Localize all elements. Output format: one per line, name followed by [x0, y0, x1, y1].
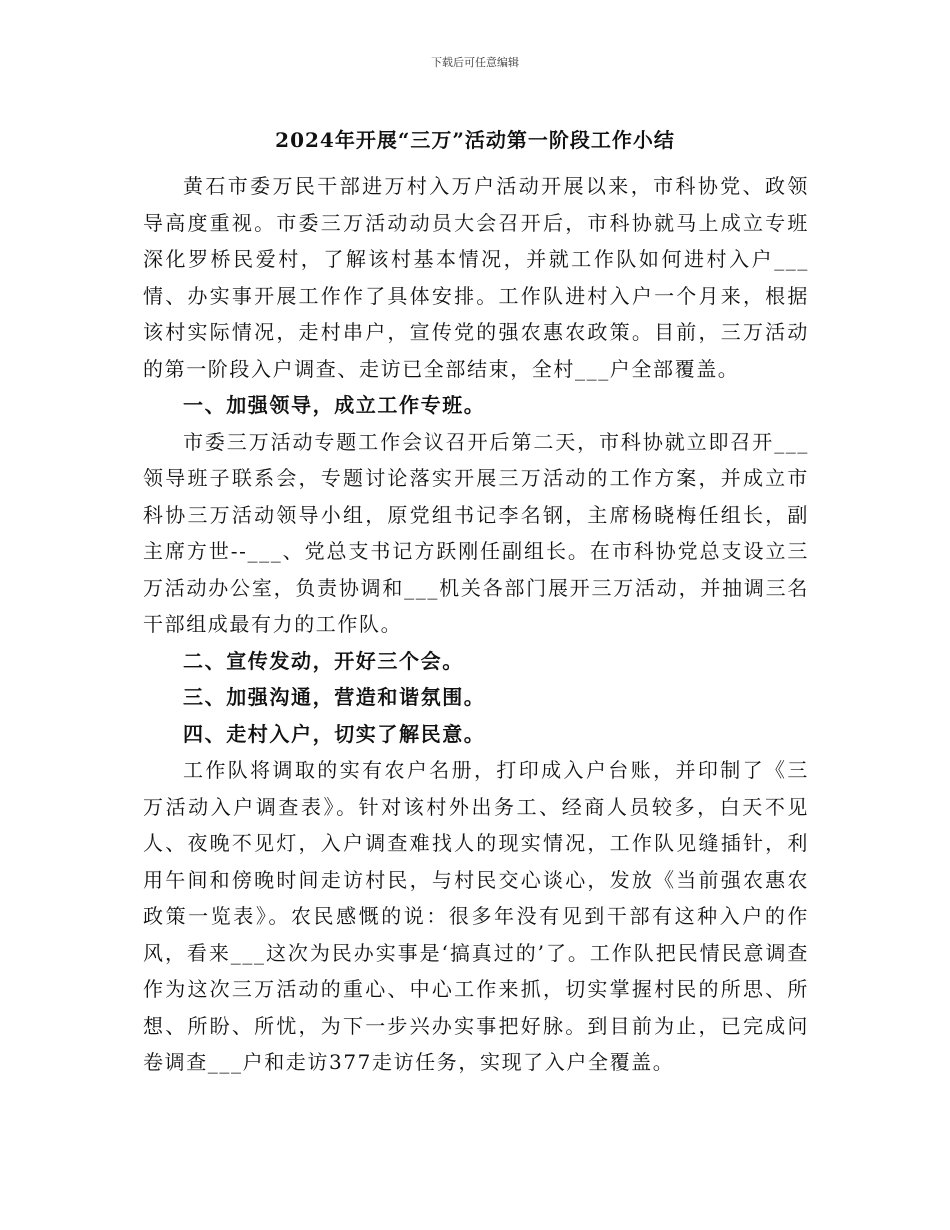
header-note: 下载后可任意编辑: [431, 56, 519, 69]
section-heading-2: 二、宣传发动，开好三个会。: [183, 648, 464, 673]
section-4-paragraph: 工作队将调取的实有农户名册，打印成入户台账，并印制了《三万活动入户调查表》。针对该村外出务工、经商人员较多，白天不见人、夜晚不见灯，入户调查难找人的现实情况，工作队见缝插针，利用午间和傍晚时间走访村民，与村民交心谈心，发放《当前强农惠农政策一览表》。农民感慨的说：很多年没有见到干部有这种入户的作风，看来___这次为民办实事是‘搞真过的’了。工作队把民情民意调查作为这次三万活动的重心、中心工作来抓，切实掌握村民的所思、所想、所盼、所忧，为下一步兴办实事把好脉。到目前为止，已完成问卷调查___户和走访377走访任务，实现了入户全覆盖。: [143, 758, 809, 1074]
section-heading-4: 四、走村入户，切实了解民意。: [183, 721, 486, 746]
section-heading-1: 一、加强领导，成立工作专班。: [183, 393, 486, 417]
intro-paragraph: 黄石市委万民干部进万村入万户活动开展以来，市科协党、政领导高度重视。市委三万活动动员大会召开后，市科协就马上成立专班深化罗桥民爱村，了解该村基本情况，并就工作队如何进村入户___情、办实事开展工作作了具体安排。工作队进村入户一个月来，根据该村实际情况，走村串户，宣传党的强农惠农政策。目前，三万活动的第一阶段入户调查、走访已全部结束，全村___户全部覆盖。: [143, 174, 809, 381]
section-1-paragraph: 市委三万活动专题工作会议召开后第二天，市科协就立即召开___领导班子联系会，专题讨论落实开展三万活动的工作方案，并成立市科协三万活动领导小组，原党组书记李名钢，主席杨晓梅任组长，副主席方世--___、党总支书记方跃刚任副组长。在市科协党总支设立三万活动办公室，负责协调和___机关各部门展开三万活动，并抽调三名干部组成最有力的工作队。: [143, 429, 809, 636]
document-body: [143, 168, 809, 1081]
document-title: 2024年开展“三万”活动第一阶段工作小结: [275, 128, 675, 152]
section-heading-3: 三、加强沟通，营造和谐氛围。: [183, 685, 486, 709]
